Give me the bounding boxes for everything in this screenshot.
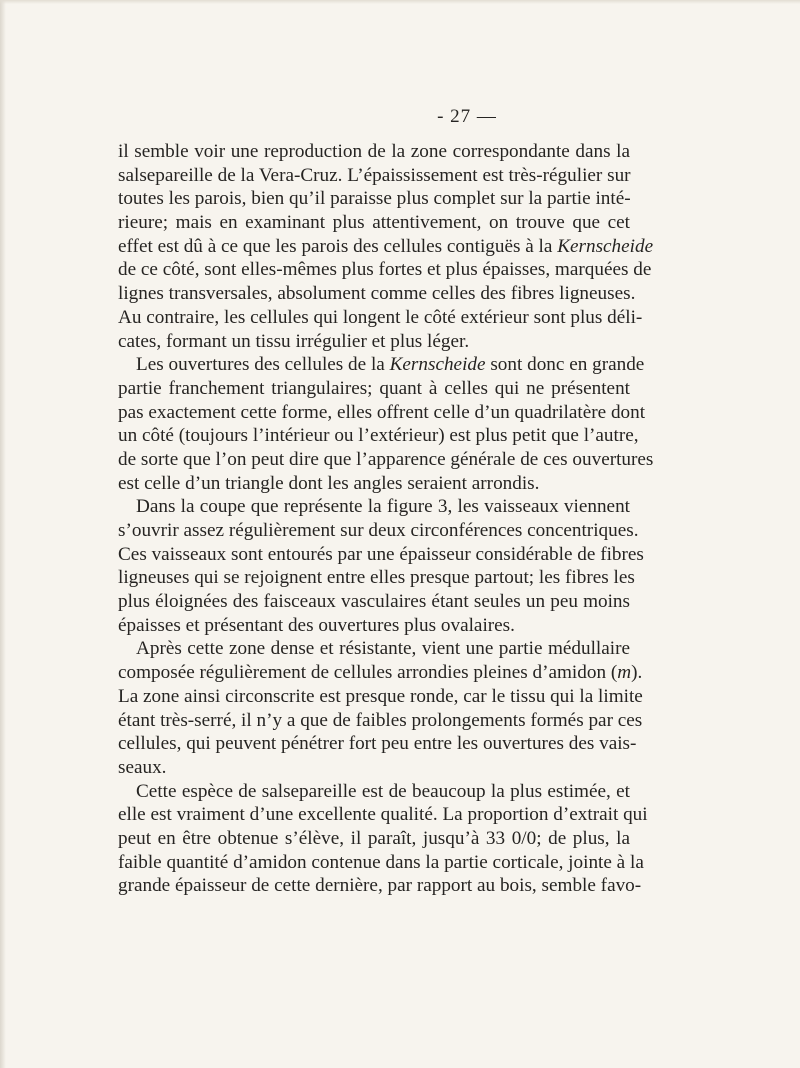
text-line [118, 732, 637, 756]
text-line [118, 566, 635, 590]
text-run: salsepareille de la Vera-Cruz. L’épaississement est très-régulier sur [118, 164, 631, 186]
text-line [118, 495, 630, 519]
text-line [118, 164, 630, 188]
text-run: Les ouvertures des cellules de la [136, 354, 390, 376]
text-run: ligneuses qui se rejoignent entre elles presque partout; les fibres les [118, 567, 635, 589]
text-line [118, 377, 630, 401]
text-run: de sorte que l’on peut dire que l’apparence générale de ces ouvertures [118, 448, 654, 470]
text-run: faible quantité d’amidon contenue dans la partie corticale, jointe à la [118, 851, 644, 873]
text-run: composée régulièrement de cellules arrondies pleines d’amidon ( [118, 662, 618, 684]
text-line [118, 851, 644, 875]
page-edge-shadow [0, 0, 6, 1068]
paragraph [118, 780, 648, 898]
text-line [118, 140, 630, 164]
text-line [118, 827, 630, 851]
text-run: s’ouvrir assez régulièrement sur deux circonférences concentriques. [118, 520, 639, 541]
text-line [118, 235, 654, 259]
paragraph [118, 140, 654, 353]
text-run: effet est dû à ce que les parois des cellules contiguës à la [118, 235, 558, 257]
italic-term: Kernscheide [389, 354, 486, 376]
text-run: Cette espèce de salsepareille est de beaucoup la plus estimée, et [136, 780, 630, 802]
text-run: Au contraire, les cellules qui longent le côté extérieur sont plus déli- [118, 306, 643, 328]
text-line [118, 709, 643, 733]
text-line [118, 519, 639, 543]
paragraph [118, 637, 643, 779]
text-line [118, 590, 630, 614]
text-run: cates, formant un tissu irrégulier et plus léger. [118, 330, 470, 352]
text-line [118, 614, 630, 638]
text-line [118, 543, 644, 567]
text-run: pas exactement cette forme, elles offrent celle d’un quadrilatère dont [118, 401, 646, 423]
italic-term: Kernscheide [557, 235, 654, 257]
text-line [118, 401, 646, 425]
text-line [118, 637, 630, 661]
text-line [118, 874, 642, 898]
text-run: Après cette zone dense et résistante, vient une partie médullaire [136, 638, 630, 660]
text-run: elle est vraiment d’une excellente qualité. La proportion d’extrait qui [118, 804, 648, 826]
paragraph [118, 353, 654, 495]
text-run: Ces vaisseaux sont entourés par une épaisseur considérable de fibres [118, 543, 644, 565]
text-run: La zone ainsi circonscrite est presque ronde, car le tissu qui la limite [118, 685, 643, 707]
text-line [118, 306, 643, 330]
text-line [118, 756, 630, 780]
body-text [118, 140, 654, 898]
page-number: - 27 — [437, 106, 497, 127]
text-run: il semble voir une reproduction de la zone correspondante dans la [118, 141, 630, 162]
text-run: seaux. [118, 756, 167, 778]
text-run: toutes les parois, bien qu’il paraisse plus complet sur la partie inté- [118, 188, 631, 210]
text-run: rieure; mais en examinant plus attentivement, on trouve que cet [118, 212, 630, 234]
text-run: lignes transversales, absolument comme celles des fibres ligneuses. [118, 283, 636, 305]
text-line [118, 661, 643, 685]
text-line [118, 685, 643, 709]
text-run: plus éloignées des faisceaux vasculaires étant seules un peu moins [118, 591, 630, 613]
text-run: Dans la coupe que représente la figure 3, les vaisseaux viennent [136, 496, 630, 518]
text-run: peut en être obtenue s’élève, il paraît, jusqu’à 33 0/0; de plus, la [118, 827, 630, 849]
text-run: épaisses et présentant des ouvertures plus ovalaires. [118, 614, 515, 636]
text-line [118, 187, 630, 211]
text-run: un côté (toujours l’intérieur ou l’extérieur) est plus petit que l’autre, [118, 425, 639, 447]
text-run: grande épaisseur de cette dernière, par rapport au bois, semble favo- [118, 875, 642, 897]
text-run: de ce côté, sont elles-mêmes plus fortes et plus épaisses, marquées de [118, 259, 652, 281]
text-run: cellules, qui peuvent pénétrer fort peu entre les ouvertures des vais- [118, 733, 637, 755]
text-line [118, 780, 630, 804]
text-run: partie franchement triangulaires; quant à celles qui ne présentent [118, 377, 630, 399]
text-line [118, 211, 630, 235]
text-line [118, 258, 652, 282]
page-top-shadow [0, 0, 800, 4]
paragraph [118, 495, 644, 637]
text-run: est celle d’un triangle dont les angles seraient arrondis. [118, 472, 540, 494]
text-run: sont donc en grande [485, 354, 645, 376]
italic-term: m [617, 662, 632, 684]
text-line [118, 353, 645, 377]
text-line [118, 472, 630, 496]
text-run: étant très-serré, il n’y a que de faibles prolongements formés par ces [118, 709, 643, 731]
text-run: ). [631, 662, 643, 684]
text-line [118, 330, 630, 354]
text-line [118, 424, 639, 448]
text-line [118, 448, 654, 472]
text-line [118, 282, 636, 306]
text-line [118, 803, 648, 827]
